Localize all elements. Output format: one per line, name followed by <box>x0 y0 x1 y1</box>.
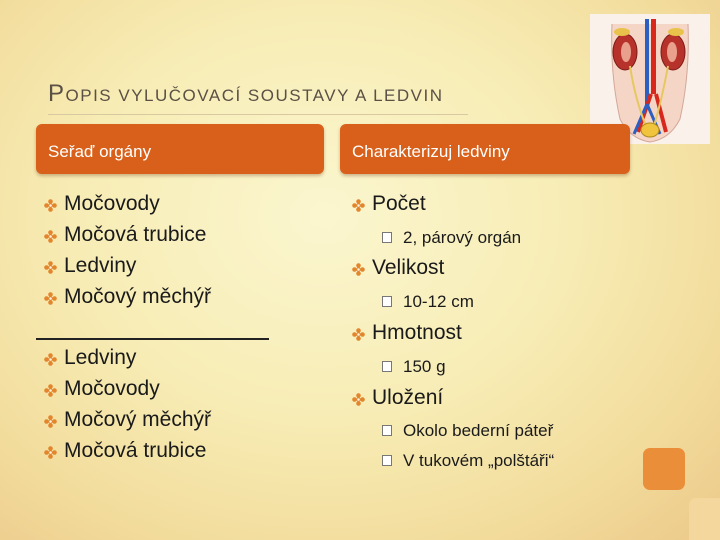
kidney-attribute-value: 2, párový orgán <box>403 228 522 247</box>
square-bullet-icon <box>382 361 392 372</box>
flower-bullet-icon <box>44 384 57 397</box>
flower-bullet-icon <box>44 230 57 243</box>
kidney-attribute: Velikost <box>372 256 445 279</box>
kidney-attribute: Hmotnost <box>372 321 462 344</box>
square-bullet-icon <box>382 455 392 466</box>
kidney-attribute: Uložení <box>372 386 444 409</box>
organ-list-item: Ledviny <box>64 346 137 369</box>
organ-list-item: Ledviny <box>64 254 137 277</box>
organ-list-item: Močová trubice <box>64 439 207 462</box>
kidney-attribute-value: 10-12 cm <box>403 292 474 311</box>
title-underline <box>48 114 468 115</box>
organ-list-item: Močový měchýř <box>64 285 212 308</box>
kidney-attribute-value: 150 g <box>403 357 446 376</box>
decorative-square <box>689 498 720 540</box>
square-bullet-icon <box>382 425 392 436</box>
kidney-attribute-value: Okolo bederní páteř <box>403 421 554 440</box>
sort-organs-header: Seřaď orgány <box>36 124 324 174</box>
square-bullet-icon <box>382 232 392 243</box>
organ-list-item: Močovody <box>64 377 160 400</box>
kidney-attribute-value: V tukovém „polštáři“ <box>403 451 555 470</box>
flower-bullet-icon <box>352 263 365 276</box>
flower-bullet-icon <box>44 415 57 428</box>
flower-bullet-icon <box>44 292 57 305</box>
flower-bullet-icon <box>352 328 365 341</box>
page-title: POPIS VYLUČOVACÍ SOUSTAVY A LEDVIN <box>48 80 444 107</box>
blank-line <box>36 338 269 340</box>
flower-bullet-icon <box>44 446 57 459</box>
flower-bullet-icon <box>44 353 57 366</box>
flower-bullet-icon <box>352 393 365 406</box>
flower-bullet-icon <box>44 261 57 274</box>
square-bullet-icon <box>382 296 392 307</box>
decorative-square <box>643 448 685 490</box>
organ-list-item: Močovody <box>64 192 160 215</box>
flower-bullet-icon <box>44 199 57 212</box>
flower-bullet-icon <box>352 199 365 212</box>
organ-list-item: Močový měchýř <box>64 408 212 431</box>
kidney-attribute: Počet <box>372 192 426 215</box>
characterize-kidneys-header: Charakterizuj ledviny <box>340 124 630 174</box>
organ-list-item: Močová trubice <box>64 223 207 246</box>
